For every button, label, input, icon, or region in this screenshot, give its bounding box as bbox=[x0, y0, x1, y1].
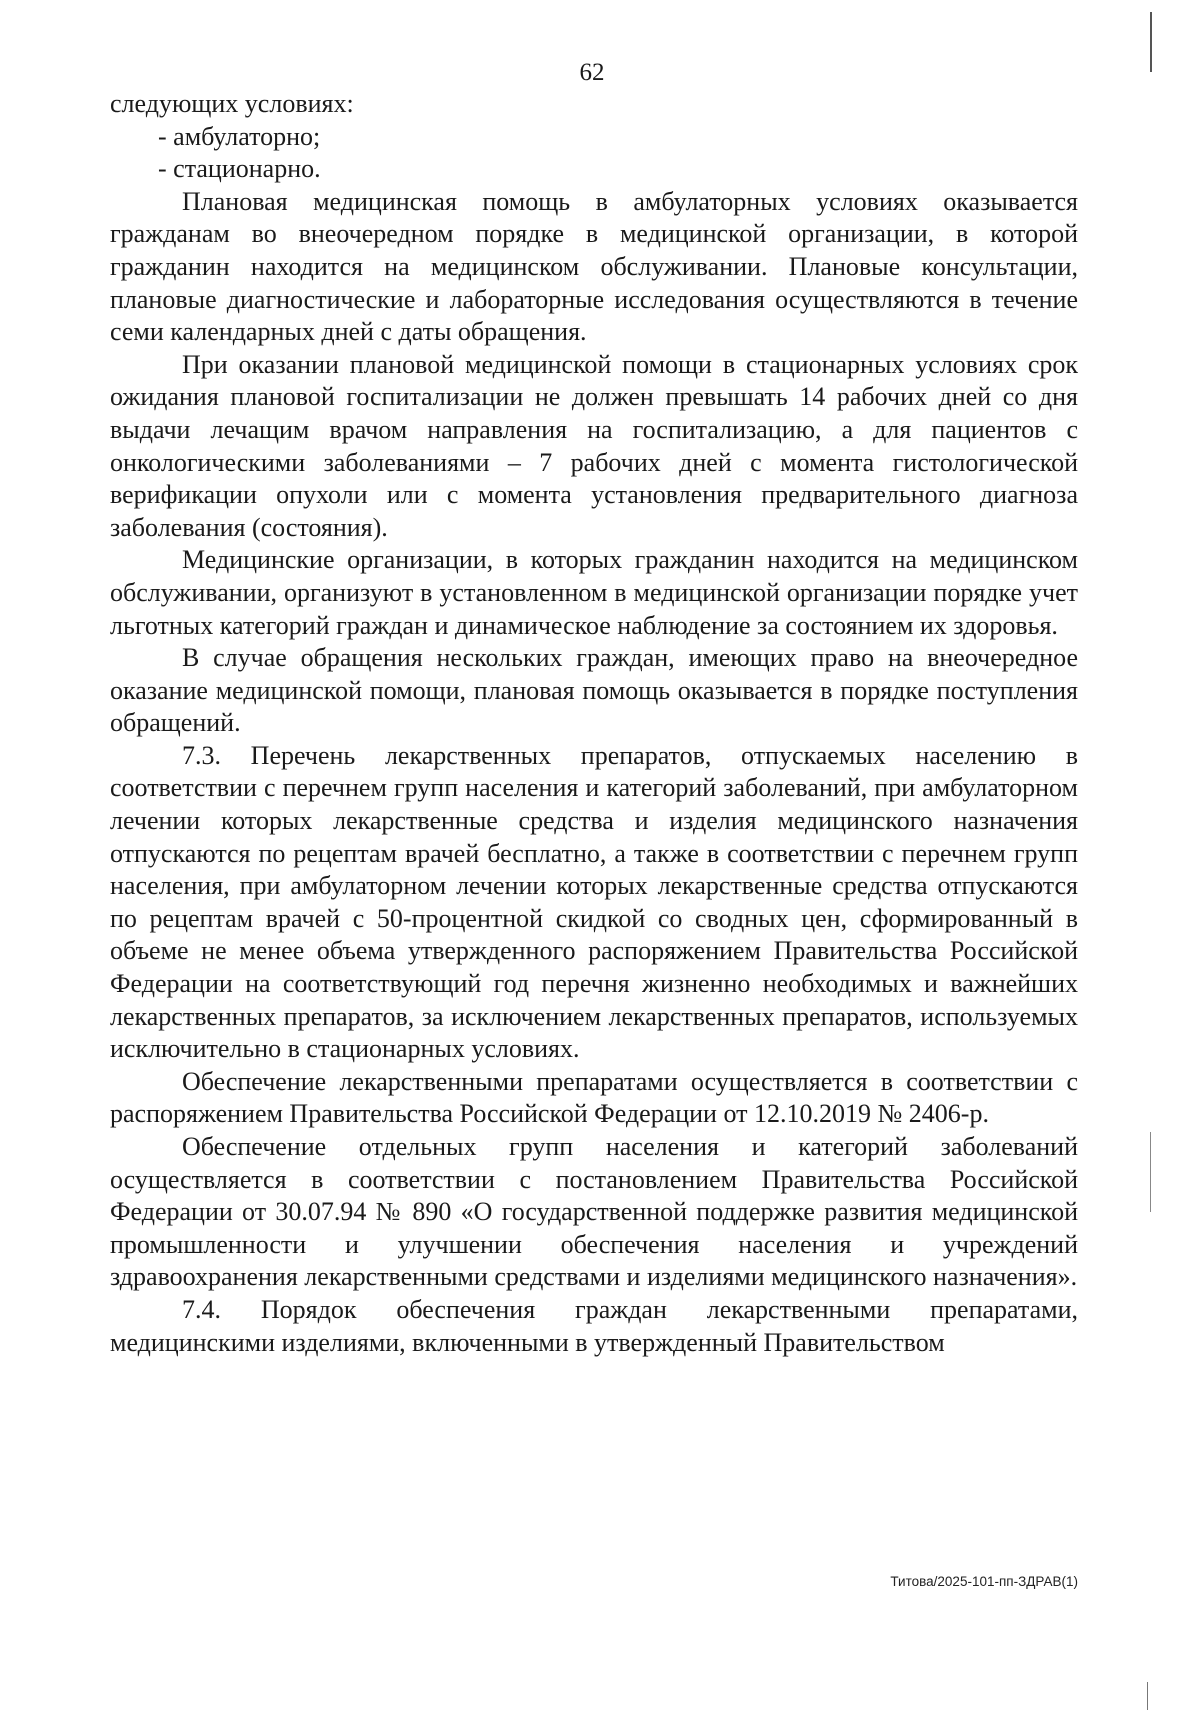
paragraph-planned-outpatient-care: Плановая медицинская помощь в амбулаторных условиях оказывается гражданам во внеочередном порядке в медицинской организации, в которой гражданин находится на медицинском обслуживании. Плановые консультации, плановые диагностические и лабораторные исследования осуществляются в течение семи календарных дней с даты обращения. bbox=[110, 186, 1078, 347]
scan-edge-mark-top bbox=[1150, 12, 1152, 72]
paragraph-drug-provision: Обеспечение лекарственными препаратами осуществляется в соответствии с распоряжением Правительства Российской Федерации от 12.10.2019 № 2406-р. bbox=[110, 1066, 1078, 1129]
paragraph-medical-organizations: Медицинские организации, в которых гражданин находится на медицинском обслуживании, организуют в установленном в медицинской организации порядке учет льготных категорий граждан и динамическое наблюдение за состоянием их здоровья. bbox=[110, 545, 1078, 640]
list-item-ambulatory: - амбулаторно; bbox=[158, 121, 321, 151]
scan-edge-mark-bottom bbox=[1147, 1682, 1148, 1710]
paragraph-continuation: следующих условиях: bbox=[110, 89, 354, 118]
paragraph-section-7-4: 7.4. Порядок обеспечения граждан лекарственными препаратами, медицинскими изделиями, включенными в утвержденный Правительством bbox=[110, 1294, 1078, 1357]
paragraph-section-7-3: 7.3. Перечень лекарственных препаратов, отпускаемых населению в соответствии с перечнем групп населения и категорий заболеваний, при амбулаторном лечении которых лекарственные средства и изделия медицинского назначения отпускаются по рецептам врачей бесплатно, а также в соответствии с перечнем групп населения, при амбулаторном лечении которых лекарственные средства отпускаются по рецептам врачей с 50-процентной скидкой со сводных цен, сформированный в объеме не менее объема утвержденного распоряжением Правительства Российской Федерации на соответствующий год перечня жизненно необходимых и важнейших лекарственных препаратов, за исключением лекарственных препаратов, используемых исключительно в стационарных условиях. bbox=[110, 740, 1078, 1064]
document-reference-code: Титова/2025-101-пп-ЗДРАВ(1) bbox=[890, 1574, 1078, 1589]
document-body bbox=[110, 88, 1078, 1359]
paragraph-multiple-requests: В случае обращения нескольких граждан, имеющих право на внеочередное оказание медицинской помощи, плановая помощь оказывается в порядке поступления обращений. bbox=[110, 643, 1078, 738]
paragraph-population-groups: Обеспечение отдельных групп населения и категорий заболеваний осуществляется в соответствии с постановлением Правительства Российской Федерации от 30.07.94 № 890 «О государственной поддержке развития медицинской промышленности и улучшении обеспечения населения и учреждений здравоохранения лекарственными средствами и изделиями медицинского назначения». bbox=[110, 1132, 1078, 1292]
page-number: 62 bbox=[579, 59, 605, 86]
scan-edge-mark-middle bbox=[1150, 1132, 1151, 1212]
list-item-inpatient: - стационарно. bbox=[158, 154, 321, 184]
paragraph-planned-inpatient-care: При оказании плановой медицинской помощи в стационарных условиях срок ожидания плановой госпитализации не должен превышать 14 рабочих дней со дня выдачи лечащим врачом направления на госпитализацию, а для пациентов с онкологическими заболеваниями – 7 рабочих дней с момента гистологической верификации опухоли или с момента установления предварительного диагноза заболевания (состояния). bbox=[110, 349, 1078, 542]
